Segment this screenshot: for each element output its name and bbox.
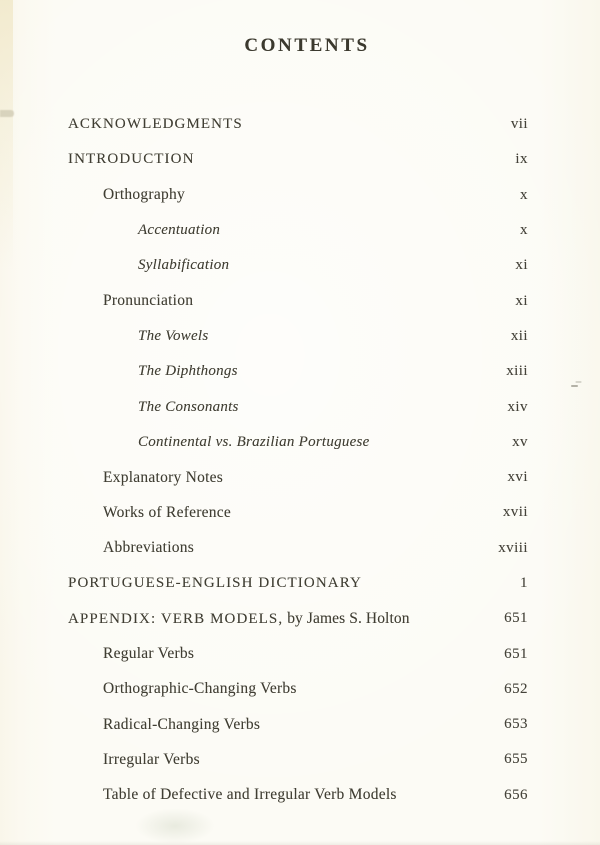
toc-entry-title: Syllabification [138,257,230,274]
toc-row [68,778,528,813]
toc-row [68,389,528,424]
toc-entry-title: Abbreviations [103,539,195,557]
toc-page-number: xvii [502,504,528,521]
toc-row [68,178,528,213]
toc-row [68,354,528,389]
toc-entry-title: PORTUGUESE-ENGLISH DICTIONARY [68,575,362,591]
toc-page-number: 656 [504,786,528,803]
toc-entry-title: Pronunciation [103,292,194,310]
toc-row [68,248,528,283]
toc-entry-title: Table of Defective and Irregular Verb Models [103,786,397,804]
toc-entry-title: Orthographic-Changing Verbs [103,680,297,698]
toc-row [68,283,528,318]
toc-entry-title: Accentuation [138,222,221,239]
scan-speck-artifact [571,385,578,387]
toc-entry-title: Works of Reference [103,503,232,521]
toc-page-number: 655 [504,751,528,768]
toc-row [68,425,528,460]
toc-row [68,531,528,566]
toc-row [68,672,528,707]
toc-page-number: xvi [507,469,528,486]
toc-entry-title: Continental vs. Brazilian Portuguese [138,433,370,450]
toc-row [68,495,528,530]
toc-page-number: 652 [504,680,528,697]
toc-entry-title: The Vowels [138,327,209,344]
toc-row [68,319,528,354]
toc-row [68,460,528,495]
toc-row [68,707,528,742]
toc-page-number: xiii [506,363,528,380]
toc-page-number: xv [512,433,528,450]
scan-bottom-smudge [135,808,215,844]
toc-row [68,213,528,248]
toc-page-number: ix [515,151,528,168]
table-of-contents [68,107,528,813]
toc-page-number: 653 [504,716,528,733]
toc-entry-title: APPENDIX: VERB MODELS, [68,610,284,627]
page-title: CONTENTS [244,35,370,56]
toc-page-number: xiv [507,398,528,415]
toc-entry-title: Explanatory Notes [103,468,224,486]
toc-page-number: x [520,222,528,239]
toc-row [68,636,528,671]
toc-page-number: vii [510,116,528,133]
scan-bottom-edge-shading [0,841,600,845]
toc-page-number: 651 [504,645,528,662]
toc-page-number: 651 [504,610,528,627]
toc-row [68,107,528,142]
toc-page-number: xviii [498,539,528,556]
toc-row [68,742,528,777]
toc-entry-title: The Diphthongs [138,363,238,380]
toc-entry-title: Regular Verbs [103,645,195,663]
toc-row [68,142,528,177]
toc-page-number: xi [515,257,528,274]
scan-left-margin-smudge [0,110,14,117]
toc-entry-byline: by James S. Holton [287,609,410,627]
toc-page-number: xii [510,327,528,344]
toc-page-number: 1 [520,575,528,591]
toc-entry-title: ACKNOWLEDGMENTS [68,116,243,133]
toc-entry-title: INTRODUCTION [68,151,195,168]
toc-entry-title: Irregular Verbs [103,750,200,768]
toc-entry-title: Radical-Changing Verbs [103,715,261,733]
toc-page-number: xi [515,292,528,309]
toc-page-number: x [520,186,528,203]
toc-entry-title: Orthography [103,186,185,204]
toc-row [68,601,528,636]
toc-entry-title: The Consonants [138,398,239,415]
toc-row [68,566,528,601]
